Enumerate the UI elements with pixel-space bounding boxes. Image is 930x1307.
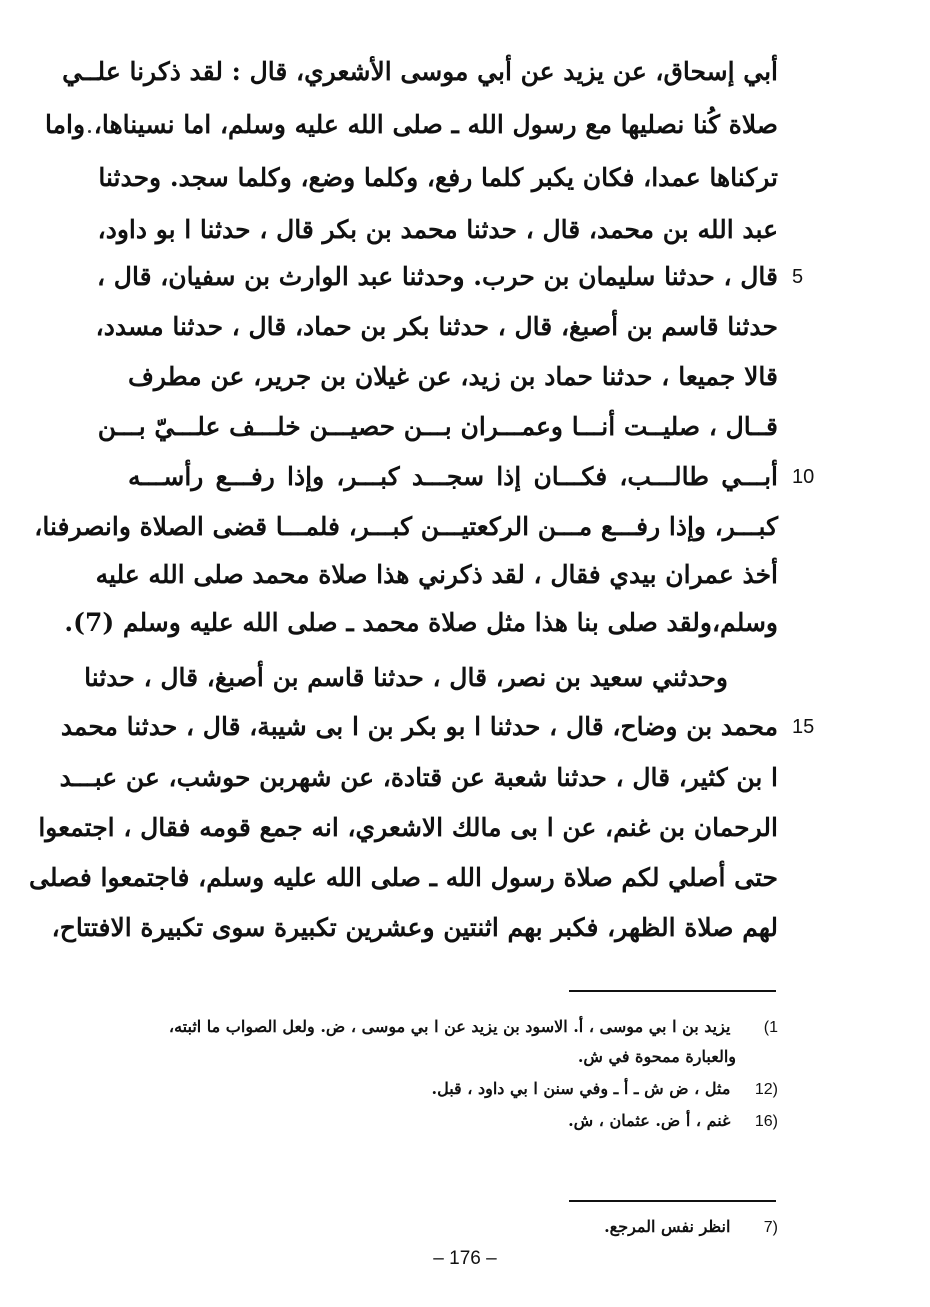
note-number: 16) bbox=[754, 1113, 778, 1130]
note-number: 12) bbox=[754, 1081, 778, 1098]
text-line-7: قالا جميعا ، حدثنا حماد بن زيد، عن غيلان بن جرير، عن مطرف bbox=[128, 362, 778, 391]
text-line-14: محمد بن وضاح، قال ، حدثنا ا بو بكر بن ا بى شيبة، قال ، حدثنا محمد bbox=[60, 712, 778, 741]
note-1-continued bbox=[128, 1042, 736, 1072]
footnote-text: انظر نفس المرجع. bbox=[604, 1217, 731, 1236]
text-line-12: وسلم،ولقد صلى بنا هذا مثل صلاة محمد ـ صلى الله عليه وسلم (7). bbox=[64, 608, 778, 637]
text-line-18: لهم صلاة الظهر، فكبر بهم اثنتين وعشرين تكبيرة سوى تكبيرة الافتتاح، bbox=[51, 913, 778, 942]
text-line-8: قــال ، صليــت أنـــا وعمـــران بـــن حصيـــن خلـــف علـــيّ بـــن bbox=[97, 412, 778, 441]
note-16 bbox=[128, 1106, 778, 1137]
page-number: – 176 – bbox=[433, 1248, 497, 1269]
note-text: مثل ، ض ش ـ أ ـ وفي سنن ا بي داود ، قبل. bbox=[431, 1079, 731, 1098]
text-line-16: الرحمان بن غنم، عن ا بى مالك الاشعري، انه جمع قومه فقال ، اجتمعوا bbox=[38, 813, 778, 842]
note-1 bbox=[128, 1012, 778, 1043]
text-line-1: أبي إسحاق، عن يزيد عن أبي موسى الأشعري، قال : لقد ذكرنا علــي bbox=[62, 57, 778, 86]
note-text: والعبارة ممحوة في ش. bbox=[577, 1047, 736, 1066]
note-text: غنم ، أ ض. عثمان ، ش. bbox=[568, 1111, 731, 1130]
notes-rule bbox=[569, 990, 776, 992]
text-line-15: ا بن كثير، قال ، حدثنا شعبة عن قتادة، عن شهربن حوشب، عن عبـــد bbox=[59, 763, 778, 792]
footnote-7 bbox=[128, 1212, 778, 1243]
text-line-2: صلاة كُنا نصليها مع رسول الله ـ صلى الله عليه وسلم، اما نسيناها، واما bbox=[45, 110, 778, 139]
text-line-17: حتى أصلي لكم صلاة رسول الله ـ صلى الله عليه وسلم، فاجتمعوا فصلى bbox=[29, 863, 778, 892]
line-number-5: 5 bbox=[792, 266, 804, 288]
line-number-10: 10 bbox=[792, 466, 815, 488]
note-number: (1 bbox=[763, 1019, 778, 1036]
line-number-15: 15 bbox=[792, 716, 815, 738]
note-12 bbox=[128, 1074, 778, 1105]
text-line-13: وحدثني سعيد بن نصر، قال ، حدثنا قاسم بن أصبغ، قال ، حدثنا bbox=[84, 663, 728, 692]
text-line-6: حدثنا قاسم بن أصبغ، قال ، حدثنا بكر بن حماد، قال ، حدثنا مسدد، bbox=[95, 312, 778, 341]
text-line-4: عبد الله بن محمد، قال ، حدثنا محمد بن بكر قال ، حدثنا ا بو داود، bbox=[97, 215, 778, 244]
text-line-9: أبـــي طالـــب، فكـــان إذا سجـــد كبـــر، وإذا رفـــع رأســـه bbox=[128, 462, 778, 491]
footnotes-rule bbox=[569, 1200, 776, 1202]
text-line-5: قال ، حدثنا سليمان بن حرب. وحدثنا عبد الوارث بن سفيان، قال ، bbox=[97, 262, 778, 291]
text-line-11: أخذ عمران بيدي فقال ، لقد ذكرني هذا صلاة محمد صلى الله عليه bbox=[95, 560, 778, 589]
text-line-10: كبـــر، وإذا رفـــع مـــن الركعتيـــن كبـــر، فلمـــا قضى الصلاة وانصرفنا، bbox=[34, 512, 778, 541]
note-text: يزيد بن ا بي موسى ، أ. الاسود بن يزيد عن ا بي موسى ، ض. ولعل الصواب ما اثبته، bbox=[168, 1017, 731, 1036]
footnote-number: 7) bbox=[763, 1219, 778, 1236]
text-line-3: تركناها عمدا، فكان يكبر كلما رفع، وكلما وضع، وكلما سجد. وحدثنا bbox=[98, 163, 778, 192]
